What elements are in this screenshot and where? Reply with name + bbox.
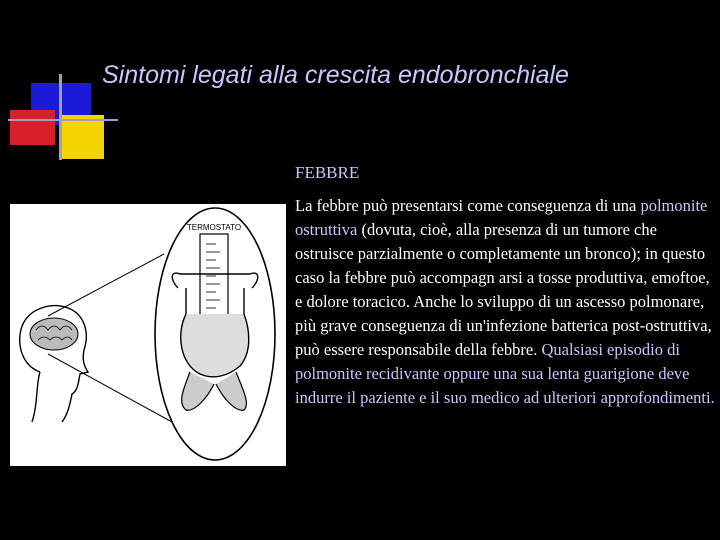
body-text xyxy=(295,194,715,410)
decor-yellow-square xyxy=(60,115,104,159)
decor-red-square xyxy=(10,110,55,145)
head-thermostat-icon xyxy=(10,204,286,466)
thermostat-label: TERMOSTATO xyxy=(186,223,242,232)
body-highlight-1: polmonite ostruttiva xyxy=(295,196,708,239)
decor-vertical-line xyxy=(59,74,62,160)
slide-title: Sintomi legati alla crescita endobronchiale xyxy=(102,61,569,89)
decor-horizontal-line xyxy=(8,119,118,121)
body-part-2: (dovuta, cioè, alla presenza di un tumore che ostruisce parzialmente o completamente un bronco); in questo caso la febbre può accompagn arsi a tosse produttiva, emoftoe, e dolore toracico. Anche lo sviluppo di un ascesso polmonare, più grave conseguenza di un'infezione batterica post-ostruttiva, può essere responsabile della febbre. xyxy=(295,220,712,359)
body-highlight-2: Qualsiasi episodio di polmonite recidivante oppure una sua lenta guarigione deve indurre il paziente e il suo medico ad ulteriori approfondimenti. xyxy=(295,340,715,407)
body-part-1: La febbre può presentarsi come conseguenza di una xyxy=(295,196,641,215)
thermostat-illustration xyxy=(10,204,286,466)
section-heading: FEBBRE xyxy=(295,163,360,182)
